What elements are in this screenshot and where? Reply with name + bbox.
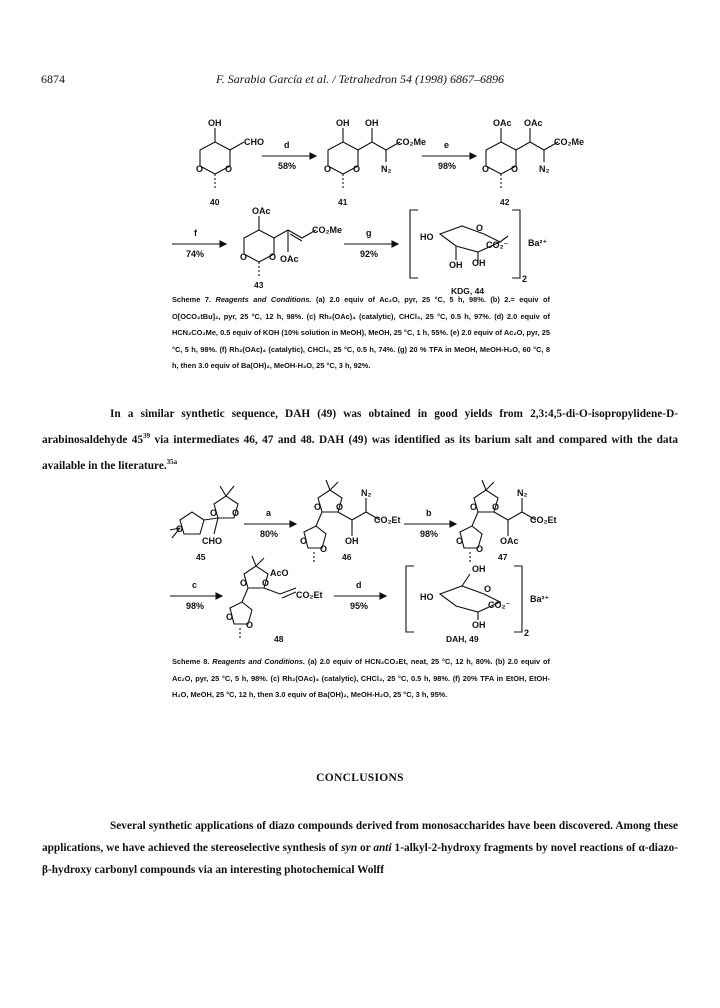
o-label: O [262,578,270,588]
o-label: O [484,584,492,594]
o-label: O [210,508,218,518]
yield-a: 80% [260,529,279,539]
compound-label-41: 41 [338,197,348,207]
reagent-d: d [356,580,362,590]
caption-italic: Reagents and Conditions. [215,295,312,304]
co2et-label: CO₂Et [296,590,323,600]
co2et-label: CO₂Et [530,515,557,525]
running-title: F. Sarabia García et al. / Tetrahedron 54 (1998) 6867–6896 [215,72,505,86]
o-label: O [240,252,248,262]
compound-label-42: 42 [500,197,510,207]
compound-41-structure [324,118,426,190]
compound-label-46: 46 [342,552,352,562]
citation-superscript: 39 [143,432,151,440]
yield-d: 58% [278,161,297,171]
o-label: O [324,164,332,174]
caption-text: (a) 2.0 equiv of HCN₂CO₂Et, neat, 25 °C, 12 h, 80%. (b) 2.0 equiv of Ac₂O, pyr, 25 °C, 5 h, 98%. (c) Rh₂(OAc)₄ (catalytic), CHCl₃, 25 °C, 0.5 h, 98%. (f) 20% TFA in EtOH, EtOH-H₂O, MeOH, 25 °C, 12 h, then 3.0 equiv of Ba(OH)₂, MeOH-H₂O, 25 °C, 3 h, 95%. [172,657,550,700]
ho-label: HO [420,232,434,242]
reagent-f: f [194,228,197,238]
compound-label-40: 40 [210,197,220,207]
caption-italic: Reagents and Conditions. [212,657,305,666]
section-heading-conclusions: CONCLUSIONS [316,772,404,784]
o-label: O [353,164,361,174]
o-label: O [482,164,490,174]
yield-g: 92% [360,249,379,259]
oac-label: OAc [252,206,271,216]
caption-label: Scheme 7. [172,295,211,304]
dah-structure [406,564,550,638]
paragraph-text: In a similar synthetic sequence, DAH (49) was obtained in good yields from 2,3:4,5-di-O-isopropylidene-D-arabinosaldehyde 45 [42,408,678,446]
scheme-8-caption [172,654,550,704]
compound-label-47: 47 [498,552,508,562]
scheme-8-structures [0,478,720,658]
kdg-structure [410,210,548,284]
body-paragraph-2 [42,815,678,881]
compound-45-structure [170,486,239,546]
co2me-label: CO₂Me [396,137,427,147]
aco-label: AcO [270,568,289,578]
paragraph-text: or [356,842,374,854]
reagent-c: c [192,580,198,590]
compound-43-structure [240,206,342,276]
compound-label-43: 43 [254,280,264,290]
n2-label: N₂ [361,488,372,498]
o-label: O [225,164,233,174]
o-label: O [240,578,248,588]
o-label: O [196,164,204,174]
page-number: 6874 [41,72,65,86]
oac-label: OAc [493,118,512,128]
italic-term: syn [341,842,357,854]
scheme-7-caption [172,292,550,375]
body-paragraph-1 [42,403,678,477]
compound-label-49: DAH, 49 [446,634,479,644]
o-label: O [226,612,234,622]
compound-40-structure [196,118,264,190]
yield-b: 98% [420,529,439,539]
reagent-e: e [444,140,450,150]
o-label: O [269,252,277,262]
n2-label: N₂ [539,164,550,174]
co2me-label: CO₂Me [554,137,585,147]
compound-42-structure [482,118,584,190]
yield-d: 95% [350,601,369,611]
o-label: O [336,502,344,512]
o-label: O [456,536,464,546]
o-label: O [300,536,308,546]
subscript-two: 2 [524,628,530,638]
oh-label: OH [472,258,486,268]
caption-label: Scheme 8. [172,657,210,666]
oac-label: OAc [524,118,543,128]
n2-label: N₂ [381,164,392,174]
citation-superscript: 35a [166,457,178,466]
reagent-b: b [426,508,432,518]
o-label: O [232,508,240,518]
yield-f: 74% [186,249,205,259]
o-label: O [470,502,478,512]
oh-label: OH [208,118,222,128]
o-label: O [320,544,328,554]
o-label: O [492,502,500,512]
o-label: O [314,502,322,512]
reagent-g: g [366,228,372,238]
cho-label: CHO [244,137,264,147]
compound-47-structure [456,480,557,562]
yield-e: 98% [438,161,457,171]
reagent-d: d [284,140,290,150]
compound-46-structure [300,480,401,562]
paragraph-text: Several synthetic applications of diazo compounds derived from monosaccharides have been discovered. Among these applications, we have achieved the stereoselective synthesis of [42,820,678,854]
compound-label-45: 45 [196,552,206,562]
oh-label: OH [449,260,463,270]
compound-label-44: KDG, 44 [451,286,485,296]
ba-label: Ba²⁺ [530,594,550,604]
cho-label: CHO [202,536,222,546]
oac-label: OAc [280,254,299,264]
ba-label: Ba²⁺ [528,238,548,248]
paragraph-text: 1-alkyl-2-hydroxy fragments by novel reactions of α-diazo-β-hydroxy carbonyl compounds via an interesting photochemical Wolff [42,842,679,876]
n2-label: N₂ [517,488,528,498]
paragraph-text: via intermediates 46, 47 and 48. DAH (49) was identified as its barium salt and compared with the data available in the literature. [42,433,678,472]
co2-label: CO₂⁻ [486,240,509,250]
o-label: O [246,620,254,630]
oh-label: OH [365,118,379,128]
o-label: O [476,544,484,554]
oh-label: OH [345,536,359,546]
yield-c: 98% [186,601,205,611]
co2et-label: CO₂Et [374,515,401,525]
o-label: O [476,223,484,233]
italic-term: anti [373,842,392,854]
compound-label-48: 48 [274,634,284,644]
compound-48-structure [226,556,323,638]
caption-text: (a) 2.0 equiv of Ac₂O, pyr, 25 °C, 5 h, 98%. (b) 2.= equiv of O[OCO₂tBu]₂, pyr, 25 °C, 12 h, 98%. (c) Rh₂(OAc)₄ (catalytic), CHCl₃, 25 °C, 0.5 h, 97%. (d) 2.0 equiv of HCN₂CO₂Me, 0.5 equiv of KOH (10% solution in MeOH), MeOH, 25 °C, 1 h, 55%. (e) 2.0 equiv of Ac₂O, pyr, 25 °C, 5 h, 98%. (f) Rh₂(OAc)₄ (catalytic), CHCl₃, 25 °C, 0.5 h, 74%. (g) 20 % TFA in MeOH, MeOH-H₂O, 60 °C, 8 h, then 3.0 equiv of Ba(OH)₂, MeOH-H₂O, 25 °C, 3 h, 92%. [172,295,550,371]
o-label: O [511,164,519,174]
co2-label: CO₂⁻ [488,600,511,610]
oh-label: OH [472,564,486,574]
co2me-label: CO₂Me [312,225,343,235]
oac-label: OAc [500,536,519,546]
oh-label: OH [336,118,350,128]
reagent-a: a [266,508,272,518]
subscript-two: 2 [522,274,528,284]
ho-label: HO [420,592,434,602]
oh-label: OH [472,620,486,630]
o-label: O [176,524,184,534]
